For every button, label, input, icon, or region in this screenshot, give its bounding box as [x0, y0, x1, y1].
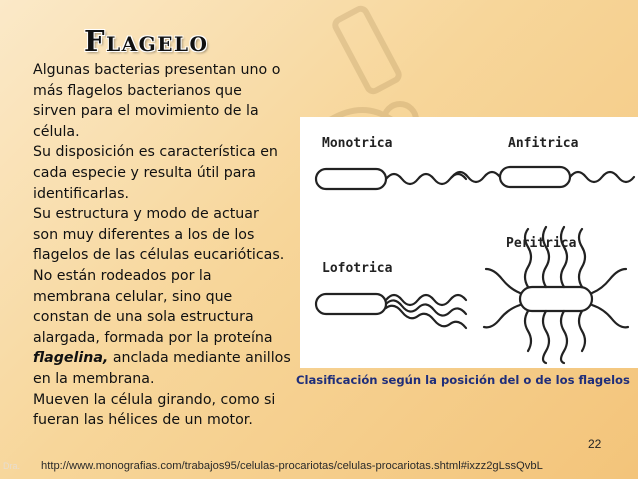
body-text: [33, 60, 295, 431]
text-line: Mueven la célula girando, como si: [33, 391, 276, 408]
text-line: célula.: [33, 123, 80, 140]
flagella-classification-figure: [300, 117, 638, 368]
text-line: identificarlas.: [33, 185, 129, 202]
source-url-link[interactable]: http://www.monografias.com/trabajos95/celulas-procariotas/celulas-procariotas.shtml#ixzz2gLssQvbL: [41, 460, 543, 472]
emphasis-word: flagelina,: [33, 350, 109, 367]
figure-caption: Clasificación según la posición del o de los flagelos: [296, 373, 630, 387]
emphasis-rest: anclada mediante anillos: [108, 350, 291, 367]
footer-author: Dra.: [3, 461, 21, 471]
label-anfitrica: Anfitrica: [508, 136, 579, 151]
text-line: membrana celular, sino que: [33, 288, 233, 305]
text-line: Su estructura y modo de actuar: [33, 206, 259, 223]
text-line: cada especie y resulta útil para: [33, 164, 256, 181]
lofotrica-bacterium-icon: [316, 294, 466, 328]
text-line: más flagelos bacterianos que: [33, 82, 242, 99]
text-line: No están rodeados por la: [33, 267, 212, 284]
anfitrica-bacterium-icon: [452, 167, 634, 187]
label-monotrica: Monotrica: [322, 136, 393, 151]
text-line: fueran las hélices de un motor.: [33, 412, 253, 429]
text-line: Algunas bacterias presentan uno o: [33, 62, 281, 78]
text-line: alargada, formada por la proteína: [33, 329, 273, 346]
text-line: constan de una sola estructura: [33, 309, 254, 326]
page-number: 22: [588, 437, 602, 451]
text-line: flagelos de las células eucarióticas.: [33, 247, 285, 264]
label-peritrica: Peritrica: [506, 236, 577, 251]
text-line: son muy diferentes a los de los: [33, 226, 255, 243]
text-line: Su disposición es característica en: [33, 144, 278, 161]
text-line: sirven para el movimiento de la: [33, 103, 259, 120]
monotrica-bacterium-icon: [316, 169, 466, 189]
text-line-emphasis: [33, 348, 295, 369]
text-line: en la membrana.: [33, 370, 155, 387]
slide-title: Flagelo: [84, 24, 209, 58]
label-lofotrica: Lofotrica: [322, 261, 393, 276]
